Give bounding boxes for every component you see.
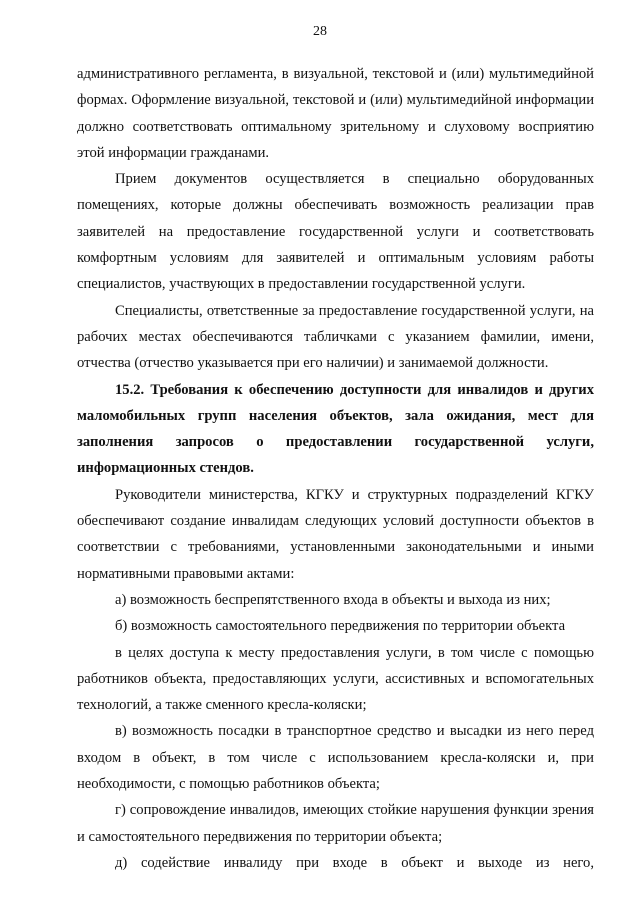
list-item-b-continuation: в целях доступа к месту предоставления услуги, в том числе с помощью работников объекта, предоставляющих услуги, ассистивных и вспомогательных технологий, а также сменного кресла-коляски; [77, 644, 594, 714]
page-number: 28 [313, 24, 327, 39]
list-item-b: б) возможность самостоятельного передвижения по территории объекта [115, 618, 566, 635]
section-heading-accessibility: 15.2. Требования к обеспечению доступности для инвалидов и других маломобильных групп населения объектов, зала ожидания, мест для заполнения запросов о предоставлении государственной услуги, информационных стендов. [77, 381, 594, 477]
document-body [77, 61, 594, 876]
list-item-a: а) возможность беспрепятственного входа в объекты и выхода из них; [115, 591, 551, 608]
paragraph-display-requirements: административного регламента, в визуальной, текстовой и (или) мультимедийной формах. Оформление визуальной, текстовой и (или) мультимедийной информации должно соответствовать оптимальному зрительному и слуховому восприятию этой информации гражданами. [77, 66, 594, 161]
paragraph-specialists-nameplates: Специалисты, ответственные за предоставление государственной услуги, на рабочих местах обеспечиваются табличками с указанием фамилии, имени, отчества (отчество указывается при его наличии) и занимаемой должности. [77, 302, 594, 372]
list-item-v: в) возможность посадки в транспортное средство и высадки из него перед входом в объект, в том числе с использованием кресла-коляски и, при необходимости, с помощью работников объекта; [77, 723, 594, 793]
list-item-g: г) сопровождение инвалидов, имеющих стойкие нарушения функции зрения и самостоятельного передвижения по территории объекта; [77, 802, 594, 845]
paragraph-document-reception: Прием документов осуществляется в специально оборудованных помещениях, которые должны обеспечивать возможность реализации прав заявителей на предоставление государственной услуги и соответствовать комфортным условиям для заявителей и оптимальным условиям работы специалистов, участвующих в предоставлении государственной услуги. [77, 171, 594, 293]
paragraph-managers-conditions: Руководители министерства, КГКУ и структурных подразделений КГКУ обеспечивают создание инвалидам следующих условий доступности объектов в соответствии с требованиями, установленными законодательными и иными нормативными правовыми актами: [77, 486, 594, 582]
list-item-d: д) содействие инвалиду при входе в объект и выходе из него, [115, 854, 594, 871]
